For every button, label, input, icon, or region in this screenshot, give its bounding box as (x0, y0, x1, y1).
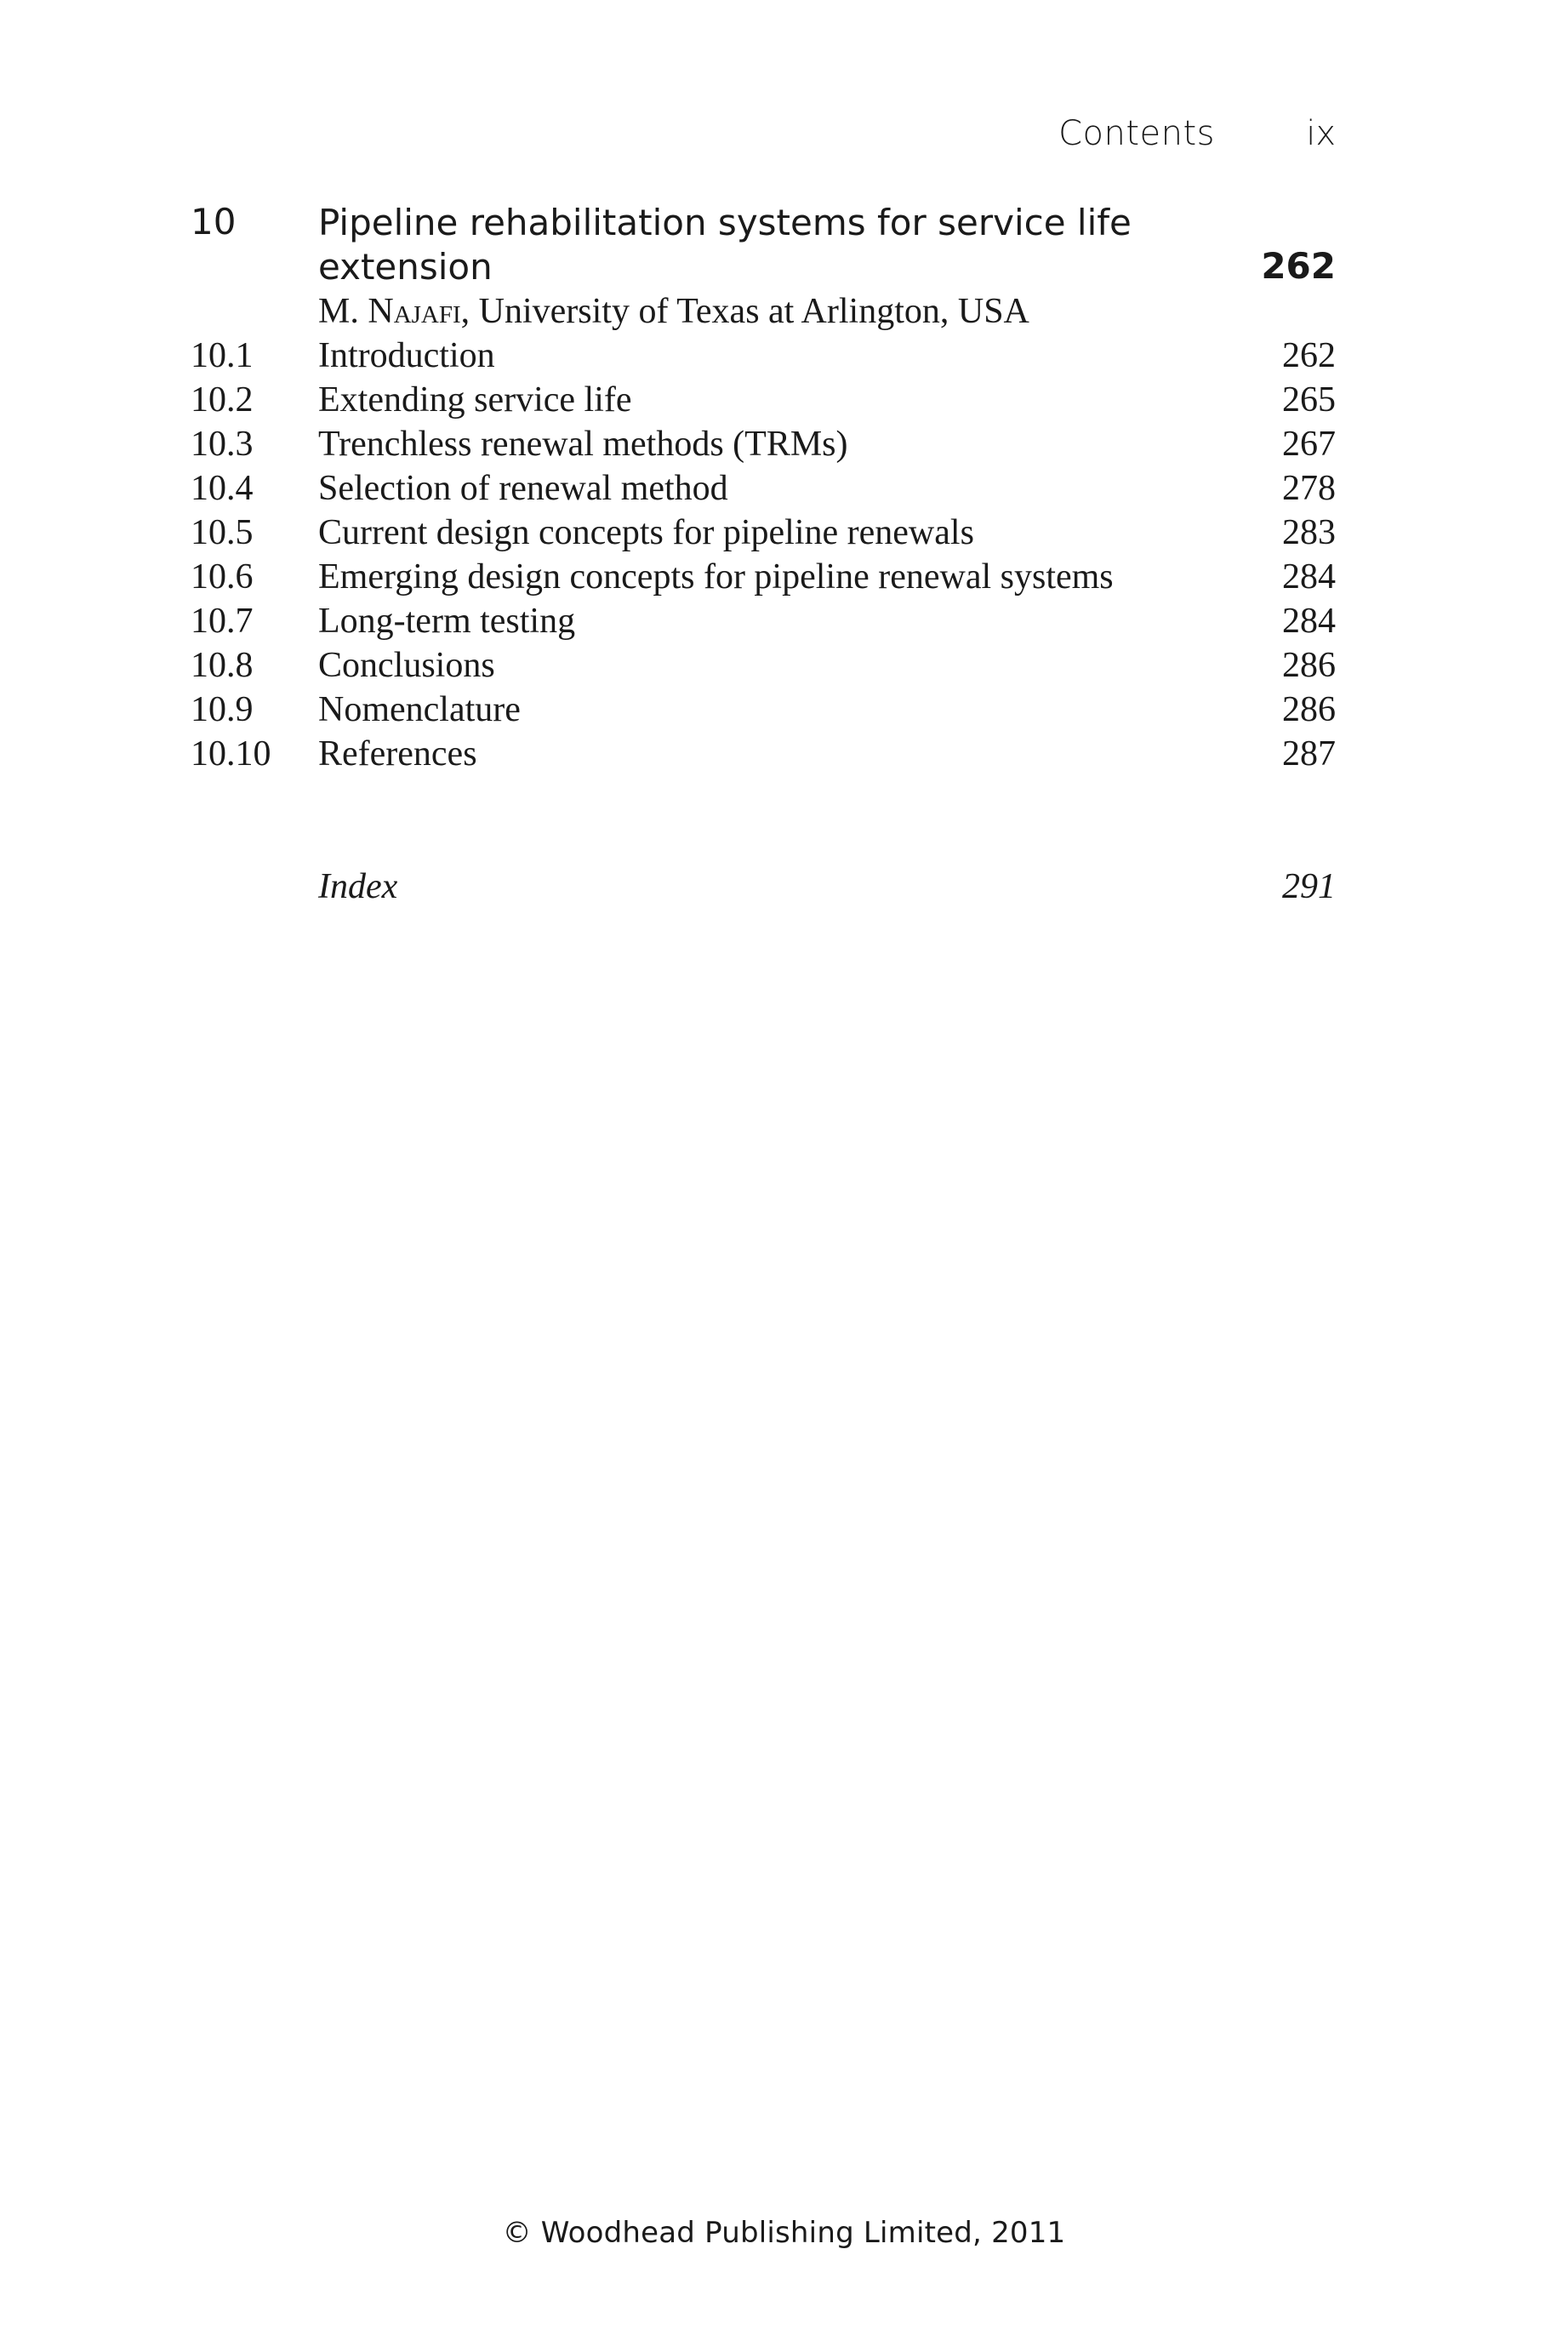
section-title[interactable]: References (318, 734, 477, 774)
section-title[interactable]: Nomenclature (318, 690, 521, 729)
chapter-author (318, 289, 1336, 334)
section-number: 10.1 (191, 336, 254, 375)
section-number: 10.5 (191, 513, 254, 552)
section-number: 10.10 (191, 734, 271, 774)
section-title[interactable]: Trenchless renewal methods (TRMs) (318, 425, 848, 464)
section-page: 262 (1282, 336, 1336, 375)
toc-chapter (191, 201, 1336, 909)
section-page: 283 (1282, 513, 1336, 552)
toc-row[interactable] (191, 511, 1336, 555)
section-title[interactable]: Introduction (318, 336, 495, 375)
section-title[interactable]: Current design concepts for pipeline renewals (318, 513, 974, 552)
section-page: 278 (1282, 469, 1336, 508)
section-page: 265 (1282, 380, 1336, 420)
toc-row[interactable] (191, 732, 1336, 776)
section-page: 286 (1282, 690, 1336, 729)
section-number: 10.4 (191, 469, 254, 508)
toc-row[interactable] (191, 599, 1336, 643)
index-page: 291 (1282, 867, 1336, 906)
chapter-number: 10 (191, 201, 237, 243)
toc-row[interactable] (191, 555, 1336, 599)
section-page: 284 (1282, 557, 1336, 597)
chapter-heading (191, 201, 1336, 289)
toc-index-row[interactable] (191, 865, 1336, 909)
toc-row[interactable] (191, 466, 1336, 511)
toc-row[interactable] (191, 378, 1336, 422)
running-head-page-number: ix (1306, 114, 1336, 153)
toc-row[interactable] (191, 643, 1336, 688)
section-number: 10.9 (191, 690, 254, 729)
section-number: 10.6 (191, 557, 254, 597)
section-page: 287 (1282, 734, 1336, 774)
author-initial: M. (318, 292, 359, 331)
section-number: 10.2 (191, 380, 254, 420)
section-page: 284 (1282, 602, 1336, 641)
running-head (936, 114, 1336, 162)
section-number: 10.3 (191, 425, 254, 464)
author-surname: Najafi (368, 292, 461, 331)
section-number: 10.8 (191, 646, 254, 685)
section-title[interactable]: Long-term testing (318, 602, 576, 641)
chapter-title[interactable]: Pipeline rehabilitation systems for service life extension (318, 202, 1132, 288)
section-list (191, 334, 1336, 776)
section-page: 267 (1282, 425, 1336, 464)
author-affiliation: , University of Texas at Arlington, USA (460, 292, 1029, 331)
section-number: 10.7 (191, 602, 254, 641)
running-head-title: Contents (1058, 114, 1215, 153)
chapter-page: 262 (1261, 245, 1336, 287)
toc-row[interactable] (191, 688, 1336, 732)
copyright-footer: © Woodhead Publishing Limited, 2011 (502, 2216, 1066, 2250)
section-title[interactable]: Emerging design concepts for pipeline renewal systems (318, 557, 1114, 597)
section-title[interactable]: Extending service life (318, 380, 632, 420)
toc-row[interactable] (191, 334, 1336, 378)
section-title[interactable]: Selection of renewal method (318, 469, 728, 508)
section-page: 286 (1282, 646, 1336, 685)
section-title[interactable]: Conclusions (318, 646, 495, 685)
toc-row[interactable] (191, 422, 1336, 466)
index-title[interactable]: Index (318, 867, 398, 906)
